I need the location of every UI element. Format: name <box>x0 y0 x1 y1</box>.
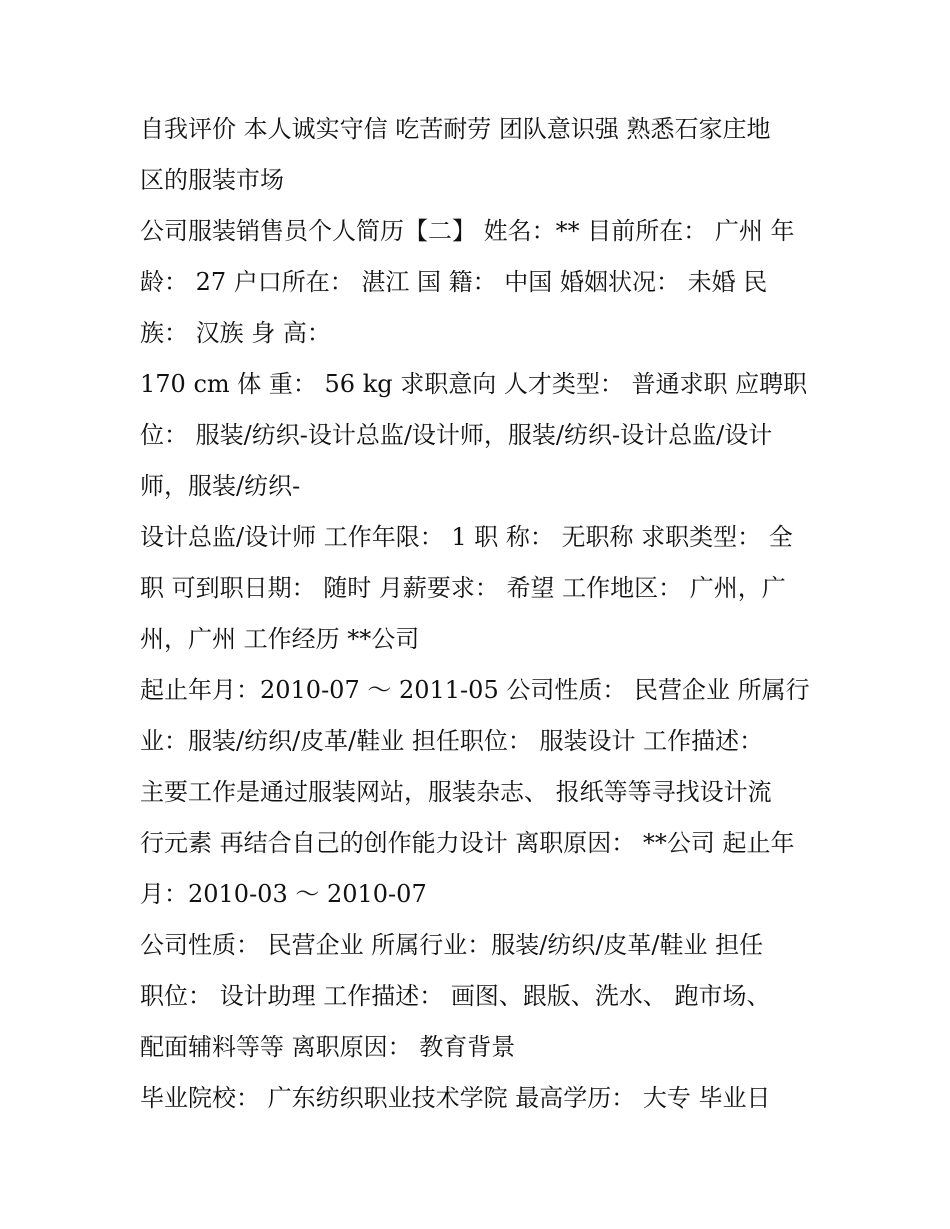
text-line-6: 170 cm 体 重： 56 kg 求职意向 人才类型： 普通求职 应聘职 <box>140 370 808 398</box>
text-line-19: 配面辅料等等 离职原因： 教育背景 <box>140 1033 516 1061</box>
text-line-11: 州，广州 工作经历 **公司 <box>140 625 420 653</box>
text-line-15: 行元素 再结合自己的创作能力设计 离职原因： **公司 起止年 <box>140 829 795 857</box>
text-line-4: 龄： 27 户口所在： 湛江 国 籍： 中国 婚姻状况： 未婚 民 <box>140 268 768 296</box>
text-line-20: 毕业院校： 广东纺织职业技术学院 最高学历： 大专 毕业日 <box>140 1084 771 1112</box>
text-line-17: 公司性质： 民营企业 所属行业：服装/纺织/皮革/鞋业 担任 <box>140 931 764 959</box>
text-line-16: 月：2010-03 ～ 2010-07 <box>140 880 427 908</box>
text-line-1: 自我评价 本人诚实守信 吃苦耐劳 团队意识强 熟悉石家庄地 <box>140 115 771 143</box>
text-line-7: 位： 服装/纺织-设计总监/设计师，服装/纺织-设计总监/设计 <box>140 421 773 449</box>
text-line-9: 设计总监/设计师 工作年限： 1 职 称： 无职称 求职类型： 全 <box>140 523 793 551</box>
text-line-18: 职位： 设计助理 工作描述： 画图、跟版、洗水、 跑市场、 <box>140 982 771 1010</box>
text-line-12: 起止年月：2010-07 ～ 2011-05 公司性质： 民营企业 所属行 <box>140 676 810 704</box>
text-line-10: 职 可到职日期： 随时 月薪要求： 希望 工作地区： 广州，广 <box>140 574 786 602</box>
text-line-2: 区的服装市场 <box>140 166 284 194</box>
text-line-14: 主要工作是通过服装网站，服装杂志、 报纸等等寻找设计流 <box>140 778 772 806</box>
text-line-5: 族： 汉族 身 高： <box>140 319 331 347</box>
text-line-13: 业：服装/纺织/皮革/鞋业 担任职位： 服装设计 工作描述： <box>140 727 764 755</box>
document-body <box>140 104 820 1124</box>
text-line-3: 公司服装销售员个人简历【二】 姓名：** 目前所在： 广州 年 <box>140 217 795 245</box>
text-line-8: 师，服装/纺织- <box>140 472 301 500</box>
